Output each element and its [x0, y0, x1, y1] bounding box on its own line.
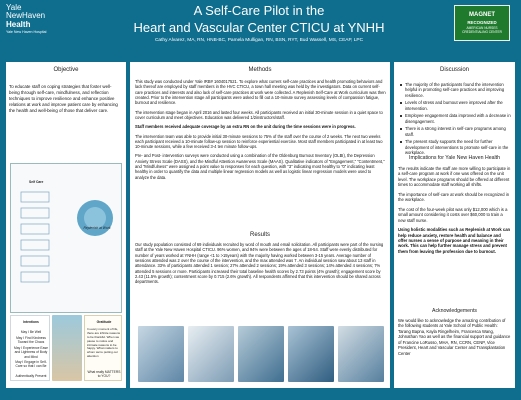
- acknowledgements-heading: Acknowledgements: [432, 308, 477, 314]
- badge-line-1: MAGNET: [469, 12, 495, 18]
- gratitude-text: In every moment of life, there are infinite reasons to be thankful. When we pause to notice and intimate reasons to be happy. What matters to whom we're putting our attention: [87, 328, 121, 359]
- logo-line-newhaven: NewHaven: [6, 11, 46, 21]
- discussion-bullets: [398, 82, 511, 157]
- replenish-label: Replenish at Work: [83, 226, 111, 230]
- magnet-badge: [454, 5, 510, 41]
- methods-p1: This study was conducted under Yale IRB# 1604017521. To explore what current self-care practices and health promoting behaviors and lack thereof are employed by staff members in the HVC CTICU, a town hall meeting was held by the investigators. Data on current self-care practices and interests and also lack of self-care practices at work were collected. A Replenish Self-Care at Work curriculum was then created. Prior to the intervention stage all participants were asked to fill out a 10-minute survey assessing levels of compassion fatigue, burnout and resilience.: [135, 79, 386, 106]
- ynhh-logo: [6, 4, 68, 34]
- stretch-photo: [52, 315, 82, 381]
- discussion-bullet: The present study supports the need for further development of interventions to promote self-care in the workplace.: [405, 139, 511, 155]
- staff-photo: [288, 326, 334, 382]
- intentions-card: [10, 315, 50, 381]
- intention-2: May I Find Kindness Toward the Chaos: [16, 336, 46, 345]
- intentions-title: Intentions: [23, 320, 39, 324]
- logo-line-yale: Yale: [6, 3, 22, 12]
- logo-line-health: Health: [6, 19, 31, 29]
- implications-heading: Implications for Yale New Haven Health: [409, 155, 500, 161]
- gratitude-question: What really MATTERS to YOU?: [87, 370, 121, 379]
- logo-line-hospital: Yale New Haven Hospital: [6, 30, 47, 35]
- yoga-photo: [138, 326, 184, 382]
- implications-p1: The results indicate the staff are more willing to participate in a self-care program at work if one was offered on the unit level. The workplace programs should be offered at different times to accommodate staff working all shifts.: [398, 166, 511, 188]
- diagram-box-2: [21, 208, 49, 218]
- diagram-box-1: [21, 192, 49, 202]
- discussion-bullet: The majority of the participants found the intervention helpful in promoting self-care practices and improving resilience.: [405, 82, 511, 98]
- intention-5: Authentically Present: [15, 374, 47, 378]
- methods-p5: Pre- and Post- intervention surveys were conducted using a combination of the Oldenburg Burnout Inventory (OLBI), the Depression Anxiety Stress Scale (DASS), and the Mindful Attention Awareness Scale (MAAS). Qualitative indicators of "Engagement," "Contentment," and "Mindfulness" were assigned a point value to responses for each question, with "3" indicating most healthy to "0" indicating least healthy in order to quantify the data and multiple linear regression models as well as logistic linear regression models were used to analyze the data.: [135, 153, 385, 180]
- methods-p3: Staff members received adequate coverage by an extra RN on the unit during the time sessions were in progress.: [135, 124, 356, 130]
- selfcare-label: Self Care: [29, 180, 44, 184]
- implications-p4: Using holistic modalities such as Replenish at Work can help reduce anxiety, restore health and balance and offer nurses a sense of purpose and meaning in their work. This can help further manage stress and prevent them from leaving the profession due to burnout.: [398, 227, 511, 254]
- discussion-panel: [394, 62, 515, 388]
- author-list: Cathy Alvarez, MA, RN, HNB-BC, Pamela Mulligan, RN, BSN, RYT, Bud Wassell, MS, CEAP, LPC: [154, 38, 364, 43]
- results-body: Our study population consisted of 69 individuals recruited by word of mouth and email solicitation. All participants were part of the nursing staff at the Yale New Haven Hospital CTICU. 96% women, and 94% were between the ages of 18-54. Staff were evenly distributed for number of years worked at YNHH (range <1 to >15years) with the majority having worked between 3-15 years. Average number of sessions attended was 2 over the course of the intervention, and the max attended was 7. An individual session saw about 13 staff in attendance. 33% of participants attended 1 session; 27% attended 2 sessions; 19% attended 3 sessions; 14% attended 4 sessions; 7% attended 5 sessions or more. Participants increased their total baseline health scores by 2.73 points (4% growth); engagement score by 2.43 (11.5% growth); contentment score by 0.715 (2.6% growth). All respondents affirmed that this intervention should be shared across departments.: [135, 242, 384, 285]
- discussion-bullet: Levels of stress and burnout were improved after the intervention.: [405, 100, 511, 111]
- badge-line-2: RECOGNIZED: [467, 19, 497, 25]
- badge-line-3: AMERICAN NURSES: [466, 25, 498, 30]
- methods-p4: The intervention team was able to provide initial 30-minute sessions to 75% of the staff over the course of 2 weeks. The next two weeks each participant received a 10-minute follow-up session to reinforce experiential exercise. Most staff members participated in at least two 10-minute sessions, while a few received 3-4 ten minute follow-ups.: [135, 133, 383, 150]
- implications-p2: The importance of self-care at work should be recognized in the workplace.: [398, 191, 510, 203]
- objective-heading: Objective: [53, 67, 79, 73]
- objective-panel: [6, 62, 126, 388]
- breathing-photo: [338, 326, 384, 382]
- discussion-bullet: Employee engagement data improved with a decrease in disengagement.: [405, 113, 511, 124]
- gratitude-card: [84, 315, 122, 381]
- discussion-heading: Discussion: [439, 67, 469, 73]
- group-photo: [188, 326, 234, 382]
- selfcare-diagram: [10, 163, 122, 313]
- intention-1: May I Be Well: [20, 330, 42, 334]
- poster-header: [0, 0, 521, 56]
- poster-title: [70, 3, 448, 37]
- selfcare-wheel-graphic: [17, 186, 117, 306]
- methods-heading: Methods: [248, 67, 272, 73]
- gratitude-title: Gratitude: [96, 320, 112, 324]
- objective-text: To educate staff on coping strategies that foster well-being through self-care, mindfulness, and reflection techniques to improve resilience and enhance positive relations at work and improve patient care by enhancing the health and well-being of those that deliver care.: [9, 84, 118, 114]
- methods-p2: The intervention stage began in April 2016 and lasted four weeks. All participants received an initial 30-minute session in a quiet space to cover curriculum and meet objectives. Education was delivered 1/2instructors/staff.: [135, 109, 383, 120]
- title-line-1: A Self-Care Pilot in the: [193, 3, 325, 18]
- methods-panel: [130, 62, 390, 388]
- meditation-photo: [238, 326, 284, 382]
- methods-body: [135, 79, 386, 184]
- diagram-box-6: [21, 272, 49, 282]
- intention-3: May I Experience Ease and Lightness of Body and Mind: [14, 346, 48, 359]
- discussion-bullet: There is a strong interest in self-care programs among staff.: [405, 126, 511, 137]
- diagram-box-5: [21, 256, 49, 266]
- intention-4: May I Engage in Self-Care so that I can Be: [15, 360, 47, 369]
- results-heading: Results: [249, 232, 270, 238]
- implications-p3: The cost of the four-week pilot was only $12,000 which is a small amount considering it costs over $60,000 to train a new staff nurse.: [398, 206, 508, 223]
- diagram-box-3: [21, 224, 49, 234]
- badge-line-4: CREDENTIALING CENTER: [462, 29, 502, 34]
- acknowledgements-text: We would like to acknowledge the amazing contribution of the following students at Yale School of Public Health: Tarang Bapna, Kayla Ringelheim, Francesca Wang, Johnathan Yao as well as the financial support and guidance of Francine LoRusso, MHA, RN, CCRN, CENP, Vice President, Heart and Vascular Center and Transplantation Center: [398, 318, 511, 356]
- implications-body: [398, 166, 511, 258]
- diagram-box-4: [21, 240, 49, 250]
- title-line-2: Heart and Vascular Center CTICU at YNHH: [133, 19, 385, 35]
